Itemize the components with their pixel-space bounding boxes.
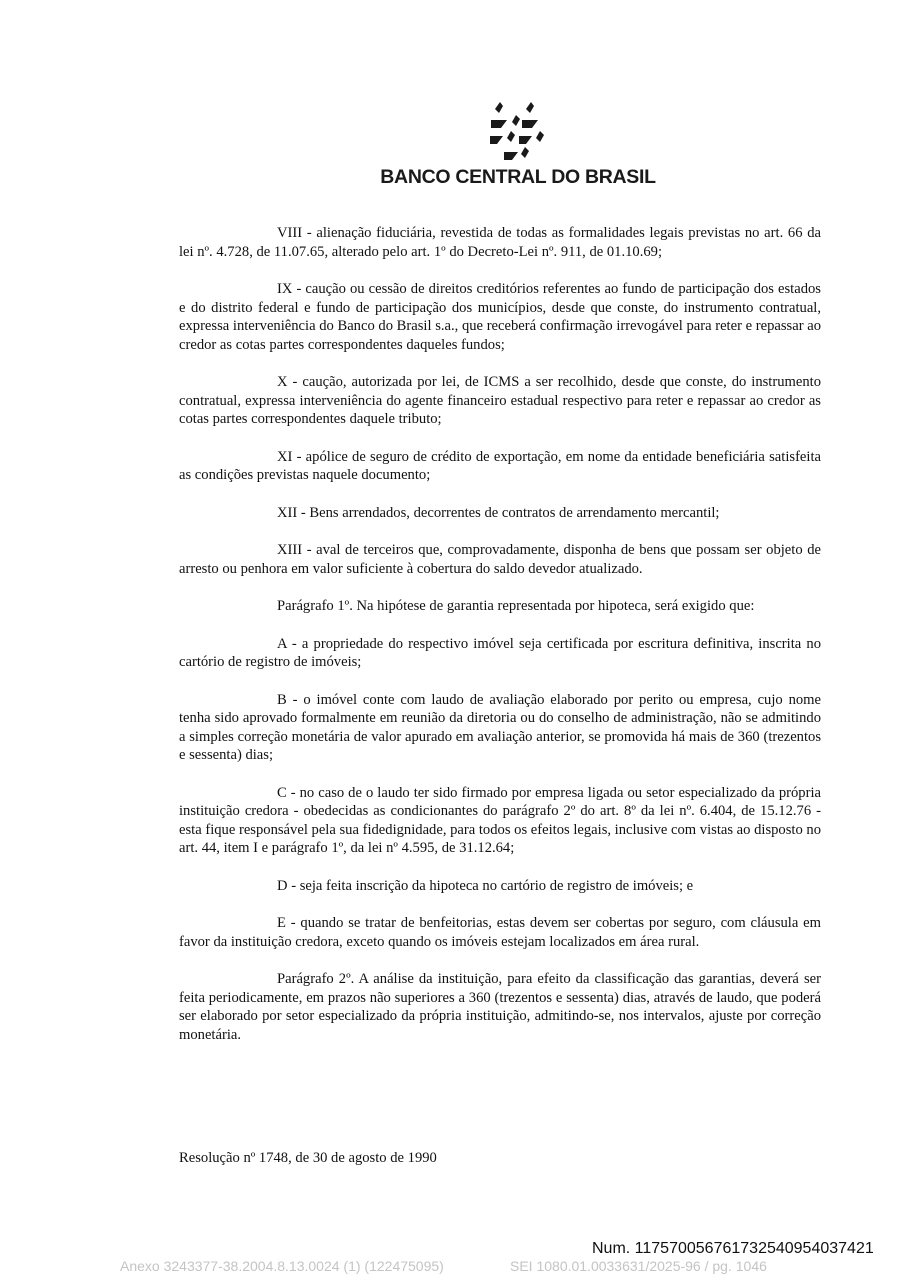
document-number: Num. 117570056761732540954037421 bbox=[592, 1240, 874, 1257]
paragraph-xiii: XIII - aval de terceiros que, comprovadamente, disponha de bens que possam ser objeto de arresto ou penhora em valor suficiente à cobertura do saldo devedor atualizado. bbox=[179, 542, 821, 577]
paragraph-1-heading: Parágrafo 1º. Na hipótese de garantia representada por hipoteca, será exigido que: bbox=[277, 598, 755, 614]
resolution-reference: Resolução nº 1748, de 30 de agosto de 1990 bbox=[179, 1150, 437, 1166]
footer-sei-page: SEI 1080.01.0033631/2025-96 / pg. 1046 bbox=[510, 1258, 767, 1274]
footer-annex: Anexo 3243377-38.2004.8.13.0024 (1) (122475095) bbox=[120, 1258, 444, 1274]
paragraph-ix: IX - caução ou cessão de direitos creditórios referentes ao fundo de participação dos estados e do distrito federal e fundo de participação dos municípios, desde que conste, do instrumento contratual, expressa interveniência do Banco do Brasil s.a., que receberá confirmação irrevogável para reter e repassar ao credor as cotas partes correspondentes daqueles fundos; bbox=[179, 281, 821, 353]
paragraph-c: C - no caso de o laudo ter sido firmado por empresa ligada ou setor especializado da própria instituição credora - obedecidas as condicionantes do parágrafo 2º do art. 8º da lei nº. 6.404, de 15.12.76 - esta fique responsável pela sua fidedignidade, para todos os efeitos legais, inclusive com vistas ao disposto no art. 44, item I e parágrafo 1º, da lei nº 4.595, de 31.12.64; bbox=[179, 784, 821, 856]
logo-text: BANCO CENTRAL DO BRASIL bbox=[380, 166, 656, 188]
paragraph-b: B - o imóvel conte com laudo de avaliação elaborado por perito ou empresa, cujo nome tenha sido aprovado formalmente em reunião da diretoria ou do conselho de administração, não se admitindo a simples correção monetária de valor apurado em avaliação anterior, se promovida há mais de 360 (trezentos e sessenta) dias; bbox=[179, 691, 821, 763]
paragraph-2: Parágrafo 2º. A análise da instituição, para efeito da classificação das garantias, deverá ser feita periodicamente, em prazos não superiores a 360 (trezentos e sessenta) dias, através de laudo, que poderá ser elaborado por setor especializado da própria instituição, admitindo-se, nos intervalos, ajuste por correção monetária. bbox=[179, 971, 821, 1043]
paragraph-d: D - seja feita inscrição da hipoteca no cartório de registro de imóveis; e bbox=[277, 877, 694, 894]
paragraph-xi: XI - apólice de seguro de crédito de exportação, em nome da entidade beneficiária satisfeita as condições previstas naquele documento; bbox=[179, 448, 821, 483]
paragraph-x: X - caução, autorizada por lei, de ICMS a ser recolhido, desde que conste, do instrumento contratual, expressa interveniência do agente financeiro estadual respectivo para reter e repassar ao credor as cotas partes correspondentes daquele tributo; bbox=[179, 374, 821, 427]
paragraph-a: A - a propriedade do respectivo imóvel seja certificada por escritura definitiva, inscrita no cartório de registro de imóveis; bbox=[179, 635, 821, 670]
document-body bbox=[179, 224, 821, 1044]
bcb-logo-icon bbox=[488, 100, 546, 162]
paragraph-xii: XII - Bens arrendados, decorrentes de contratos de arrendamento mercantil; bbox=[277, 504, 720, 521]
paragraph-viii: VIII - alienação fiduciária, revestida de todas as formalidades legais previstas no art. 66 da lei nº. 4.728, de 11.07.65, alterado pelo art. 1º do Decreto-Lei nº. 911, de 01.10.69; bbox=[179, 225, 821, 260]
paragraph-e: E - quando se tratar de benfeitorias, estas devem ser cobertas por seguro, com cláusula em favor da instituição credora, exceto quando os imóveis estejam localizados em área rural. bbox=[179, 915, 821, 950]
